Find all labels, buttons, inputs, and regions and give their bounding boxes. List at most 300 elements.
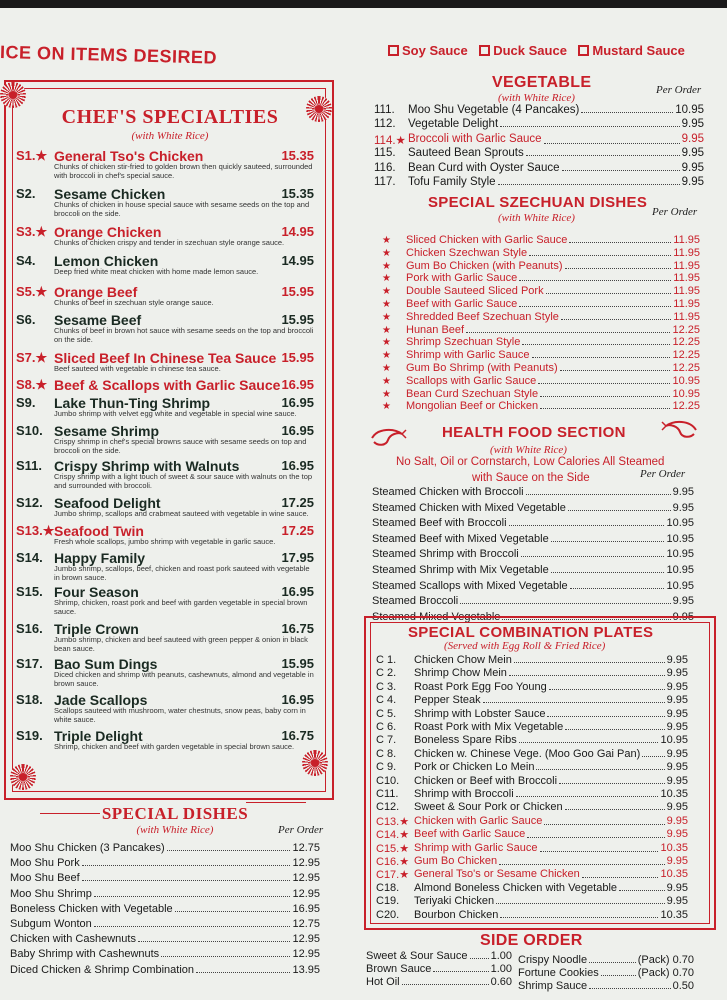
item-code: C20. [376,908,400,921]
checkbox-icon[interactable] [388,45,399,56]
leader-dots [466,324,670,333]
vegetable-row[interactable] [374,176,704,188]
item-name: Subgum Wonton [10,918,92,930]
item-price: 12.95 [292,872,320,885]
item-description: Crispy shrimp in chef's special browns sauce with sesame seeds on top and broccoli on the side. [54,437,307,455]
vegetable-row[interactable] [374,118,704,130]
item-price: 9.95 [681,118,704,131]
chef-item[interactable] [16,584,322,614]
item-price: 9.95 [666,855,688,867]
item-price: 10.95 [675,104,704,116]
item-price: 12.25 [672,349,700,362]
item-name: Sauteed Bean Sprouts [408,147,524,160]
vegetable-row[interactable] [374,147,704,159]
combo-row[interactable] [376,801,688,813]
leader-dots [82,872,291,881]
item-code: C 9. [376,761,397,774]
item-code: S13.★ [16,523,55,538]
item-price: 12.95 [292,887,320,900]
mustard-sauce-option[interactable]: Mustard Sauce [578,43,684,58]
health-row[interactable] [372,548,694,560]
item-description: Crispy shrimp with a light touch of sweet & sour sauce with walnuts on the top and surrounded with broccoli. [54,472,313,490]
combo-row[interactable] [376,694,688,706]
combo-row[interactable] [376,842,688,855]
item-description: Chunks of chicken in house special sauce with sesame seeds on the top and broccoli on the side. [54,200,310,218]
item-price: 10.95 [672,387,700,400]
item-name: Seafood Twin [54,523,144,539]
item-price: 10.35 [660,908,688,921]
leader-dots [470,950,489,959]
item-price: 11.95 [673,298,700,310]
item-code: C13.★ [376,815,410,828]
szechuan-row[interactable] [406,362,700,374]
szechuan-row[interactable] [406,375,700,387]
item-description: Chunks of beef in szechuan style orange sauce. [54,298,214,307]
leader-dots [601,967,636,976]
item-price: 9.95 [672,486,694,498]
item-code: S9. [16,395,36,410]
item-price: 9.95 [666,747,688,760]
health-row[interactable] [372,533,694,545]
item-name: Gum Bo Chicken [414,855,498,867]
chef-item[interactable] [16,186,322,216]
leader-dots [562,162,680,171]
item-name: Shrimp Szechuan Style [406,336,521,349]
item-name: Brown Sauce [366,963,432,975]
top-strip-text: ICE ON ITEMS DESIRED [0,42,218,68]
leader-dots [619,882,665,891]
item-code: 111. [374,104,395,116]
item-name: Sweet & Sour Pork or Chicken [414,801,563,814]
special-dish-row[interactable] [10,964,320,976]
item-price: 11.95 [673,234,700,246]
star-icon: ★ [382,324,391,336]
special-dish-row[interactable] [10,872,320,884]
star-icon: ★ [382,363,391,374]
combo-row[interactable] [376,775,688,787]
item-name: Shrimp Chow Mein [414,667,507,680]
leader-dots [496,895,664,904]
leader-dots [82,857,291,866]
chef-item[interactable] [16,550,322,580]
item-code: S12. [16,495,43,510]
item-price: 15.35 [281,148,314,163]
chef-item[interactable] [16,148,322,178]
szechuan-row[interactable] [406,285,700,297]
sunburst-ornament-icon [306,96,332,122]
vegetable-row[interactable] [374,104,704,116]
item-description: Scallops sauteed with mushroom, water chestnuts, snow peas, baby corn in white sauce. [54,706,306,724]
item-description: Jumbo shrimp with velvet egg white and vegetable in special wine sauce. [54,409,297,418]
item-code: S2. [16,186,36,201]
item-name: Shredded Beef Szechuan Style [406,310,559,323]
item-name: Pepper Steak [414,694,481,707]
item-name: Moo Shu Chicken (3 Pancakes) [10,842,165,854]
szechuan-row[interactable] [406,311,700,323]
combo-row[interactable] [376,734,688,746]
item-name: Pork with Garlic Sauce [406,272,518,285]
item-name: Shrimp with Garlic Sauce [406,349,530,362]
item-price: 16.95 [281,423,314,438]
combo-row[interactable] [376,855,688,868]
shrimp-ornament-icon [368,426,408,450]
side-order-row[interactable] [518,980,694,992]
item-name: Steamed Shrimp with Mix Vegetable [372,564,549,576]
combo-row[interactable] [376,761,688,773]
item-name: Mongolian Beef or Chicken [406,400,539,413]
vegetable-row[interactable] [374,133,704,147]
item-price: 10.95 [666,564,694,576]
special-dish-row[interactable] [10,918,320,930]
leader-dots [196,964,290,973]
item-name: Crispy Shrimp with Walnuts [54,458,240,474]
leader-dots [138,933,291,942]
chef-item[interactable] [16,656,322,686]
health-row[interactable] [372,580,694,592]
leader-dots [500,118,679,127]
star-icon: ★ [382,247,391,259]
item-name: Broccoli with Garlic Sauce [408,132,542,145]
sunburst-ornament-icon [0,82,26,108]
health-row[interactable] [372,564,694,576]
item-code: C12. [376,801,400,814]
item-name: Beef with Garlic Sauce [414,828,526,841]
leader-dots [161,948,290,957]
szechuan-title: SPECIAL SZECHUAN DISHES [428,194,648,211]
item-price: 10.95 [666,548,694,561]
vegetable-subtitle: (with White Rice) [498,92,575,104]
item-code: S11. [16,458,43,473]
item-price: 9.95 [666,774,688,787]
item-price: 14.95 [281,224,314,239]
chef-item[interactable] [16,224,322,254]
leader-dots [536,761,664,770]
combo-row[interactable] [376,868,688,881]
special-dish-row[interactable] [10,903,320,915]
leader-dots [167,842,291,851]
chef-item[interactable] [16,312,322,342]
item-price: 12.25 [672,400,700,413]
item-code: S3.★ [16,224,48,239]
star-icon: ★ [382,260,391,272]
szechuan-row[interactable] [406,349,700,361]
special-dish-row[interactable] [10,933,320,945]
item-description: Shrimp, chicken and beef with garden vegetable in special brown sauce. [54,742,295,751]
item-code: S18. [16,692,43,707]
item-price: 12.25 [672,336,700,349]
item-price: 9.95 [681,161,704,174]
leader-dots [529,247,671,256]
item-name: Seafood Delight [54,495,161,511]
item-name: Boneless Spare Ribs [414,734,517,747]
star-icon: ★ [382,350,391,362]
chef-item[interactable] [16,253,322,283]
item-code: C17.★ [376,869,410,882]
item-name: Roast Pork Egg Foo Young [414,680,547,693]
item-price: 0.60 [490,976,512,988]
item-name: Jade Scallops [54,692,148,708]
chef-item[interactable] [16,495,322,525]
item-code: C 3. [376,680,397,693]
item-name: Almond Boneless Chicken with Vegetable [414,881,618,894]
item-name: Beef & Scallops with Garlic Sauce [54,377,281,393]
combo-row[interactable] [376,708,688,720]
item-code: S19. [16,728,43,743]
leader-dots [499,855,664,865]
special-per-order: Per Order [278,824,324,836]
item-price: 9.95 [666,694,688,707]
item-name: Moo Shu Vegetable (4 Pancakes) [408,104,580,116]
special-dish-row[interactable] [10,857,320,869]
item-price: 12.95 [292,933,320,946]
item-code: S17. [16,656,43,671]
chef-title: CHEF'S SPECIALTIES [61,106,279,128]
star-icon: ★ [382,286,391,298]
szechuan-row[interactable] [406,400,700,412]
leader-dots [532,349,671,358]
item-description: Diced chicken and shrimp with peanuts, cashewnuts, almond and vegetable in brown sauce. [54,670,314,688]
item-name: Four Season [54,584,139,600]
item-price: 12.95 [292,948,320,961]
leader-dots [94,918,291,927]
item-code: 117. [374,176,396,188]
combo-row[interactable] [376,895,688,907]
item-code: C 4. [376,694,397,707]
item-price: 16.95 [292,902,320,915]
szechuan-row[interactable] [406,324,700,336]
item-price: 12.75 [292,842,320,854]
item-price: 11.95 [673,310,700,323]
szechuan-row[interactable] [406,272,700,284]
leader-dots [559,775,665,784]
item-price: 16.75 [281,621,314,636]
item-name: Lemon Chicken [54,253,159,269]
item-code: C 8. [376,747,397,760]
item-name: Orange Chicken [54,224,162,240]
szechuan-row[interactable] [406,260,700,272]
leader-dots [514,654,665,663]
item-code: C 1. [376,654,397,666]
item-price: 17.25 [281,495,314,510]
item-price: 15.95 [281,656,314,671]
health-row[interactable] [372,595,694,607]
side-order-row[interactable] [366,976,512,988]
combo-row[interactable] [376,882,688,894]
item-price: 15.95 [281,350,314,365]
chef-item[interactable] [16,350,322,380]
szechuan-row[interactable] [406,388,700,400]
special-title: SPECIAL DISHES [101,804,249,823]
combo-row[interactable] [376,828,688,841]
checkbox-icon[interactable] [479,45,490,56]
leader-dots [519,272,671,281]
item-price: 10.95 [666,579,694,592]
item-code: C 2. [376,667,397,680]
item-description: Fresh whole scallops, jumbo shrimp with vegetable in garlic sauce. [54,537,276,546]
item-price: 12.25 [672,323,700,336]
leader-dots [519,734,659,743]
item-price: 12.95 [292,857,320,870]
leader-dots [589,954,636,963]
combo-row[interactable] [376,681,688,693]
combo-row[interactable] [376,815,688,828]
side-order-row[interactable] [366,950,512,962]
combo-row[interactable] [376,667,688,679]
item-code: S16. [16,621,43,636]
vegetable-title: VEGETABLE [492,74,592,91]
leader-dots [540,388,670,397]
item-price: 9.95 [666,761,688,774]
leader-dots [568,502,671,511]
star-icon: ★ [382,388,391,400]
leader-dots [509,667,665,676]
item-price: 12.75 [292,918,320,930]
side-order-row[interactable] [518,967,694,979]
item-name: General Tso's or Sesame Chicken [414,868,580,881]
item-price: 9.95 [672,595,694,608]
side-order-row[interactable] [366,963,512,975]
item-price: 16.95 [281,458,314,473]
szechuan-row[interactable] [406,336,700,348]
chef-item[interactable] [16,692,322,722]
item-name: Steamed Scallops with Mixed Vegetable [372,579,568,592]
item-name: Sliced Beef In Chinese Tea Sauce [54,350,277,366]
item-name: Lake Thun-Ting Shrimp [54,395,211,411]
item-price: 12.25 [672,362,700,374]
leader-dots [561,311,671,320]
item-name: Bean Curd Szechuan Style [406,387,539,400]
item-name: Sliced Chicken with Garlic Sauce [406,234,568,246]
item-price: 17.25 [281,523,314,538]
combo-row[interactable] [376,788,688,800]
health-row[interactable] [372,517,694,529]
item-code: C18. [376,881,400,894]
item-code: S1.★ [16,148,48,163]
chef-item[interactable] [16,458,322,488]
leader-dots [546,285,672,294]
item-price: 9.95 [666,707,688,720]
item-name: Beef with Garlic Sauce [406,298,518,310]
item-price: 14.95 [281,253,314,268]
chef-item[interactable] [16,284,322,314]
leader-dots [581,104,673,113]
item-name: Triple Delight [54,728,143,744]
chef-subtitle: (with White Rice) [131,130,209,142]
item-price: 9.95 [666,654,688,666]
item-price: 15.95 [281,284,314,299]
leader-dots [519,298,671,307]
special-dish-row[interactable] [10,948,320,960]
divider [246,802,306,803]
item-name: Chicken Chow Mein [414,654,512,666]
chef-item[interactable] [16,423,322,453]
szechuan-row[interactable] [406,247,700,259]
item-code: S4. [16,253,36,268]
health-per-order: Per Order [640,468,686,480]
leader-dots [582,868,659,878]
item-name: Gum Bo Shrimp (with Peanuts) [406,362,558,374]
leader-dots [560,362,671,371]
szechuan-subtitle: (with White Rice) [498,212,575,224]
item-code: S8.★ [16,377,48,392]
combo-row[interactable] [376,748,688,760]
leader-dots [509,517,665,526]
item-price: 9.95 [666,680,688,693]
item-price: 16.95 [281,377,314,392]
item-description: Chunks of beef in brown hot sauce with sesame seeds on the top and broccoli on the side. [54,326,314,344]
vegetable-row[interactable] [374,162,704,174]
leader-dots [549,681,665,690]
item-price: 10.95 [672,374,700,387]
health-row[interactable] [372,486,694,498]
item-name: Roast Pork with Mix Vegetable [414,721,564,733]
item-name: Steamed Shrimp with Broccoli [372,548,519,561]
item-price: 9.95 [666,721,688,733]
side-order-row[interactable] [518,954,694,966]
star-icon: ★ [382,273,391,285]
item-name: Bean Curd with Oyster Sauce [408,161,560,174]
item-name: Steamed Beef with Mixed Vegetable [372,532,549,545]
item-price: 1.00 [490,963,512,975]
health-subtitle: (with White Rice) [490,444,567,456]
item-name: Moo Shu Beef [10,872,80,885]
health-title: HEALTH FOOD SECTION [442,424,626,441]
combo-row[interactable] [376,721,688,733]
item-name: Fortune Cookies [518,967,599,979]
szechuan-row[interactable] [406,234,700,246]
item-name: Steamed Broccoli [372,595,459,608]
leader-dots [570,580,665,589]
item-price: 9.95 [672,610,694,623]
item-code: C 5. [376,707,397,720]
item-price: 16.95 [281,395,314,410]
leader-dots [569,234,671,243]
leader-dots [483,694,665,703]
chef-item[interactable] [16,523,322,553]
shrimp-ornament-icon [660,418,700,442]
item-code: 112. [374,118,396,131]
szechuan-row[interactable] [406,298,700,310]
item-price: 9.95 [681,176,704,188]
item-name: Sweet & Sour Sauce [366,950,468,962]
item-price: 10.95 [660,734,688,747]
combo-row[interactable] [376,909,688,921]
item-name: Moo Shu Pork [10,857,80,870]
item-price: 9.95 [672,501,694,514]
special-dish-row[interactable] [10,888,320,900]
leader-dots [516,788,659,797]
duck-sauce-option[interactable]: Duck Sauce [479,43,567,58]
star-icon: ★ [382,337,391,349]
combo-row[interactable] [376,654,688,666]
health-row[interactable] [372,502,694,514]
item-price: 9.95 [666,667,688,680]
item-description: Shrimp, chicken, roast pork and beef with garden vegetable in special brown sauce. [54,598,308,616]
item-name: Steamed Mixed Vegetable [372,610,501,623]
chef-item[interactable] [16,728,322,758]
chef-item[interactable] [16,621,322,651]
item-description: Chunks of chicken stir-fried to golden brown then quickly sauteed, surrounded with broccoli in chef's special sauce. [54,162,313,180]
item-code: 116. [374,161,396,174]
item-name: Moo Shu Shrimp [10,887,92,900]
special-dish-row[interactable] [10,842,320,854]
leader-dots [433,963,488,972]
checkbox-icon[interactable] [578,45,589,56]
soy-sauce-option[interactable]: Soy Sauce [388,43,468,58]
chef-item[interactable] [16,395,322,425]
item-price: 9.95 [666,801,688,814]
item-price: 17.95 [281,550,314,565]
